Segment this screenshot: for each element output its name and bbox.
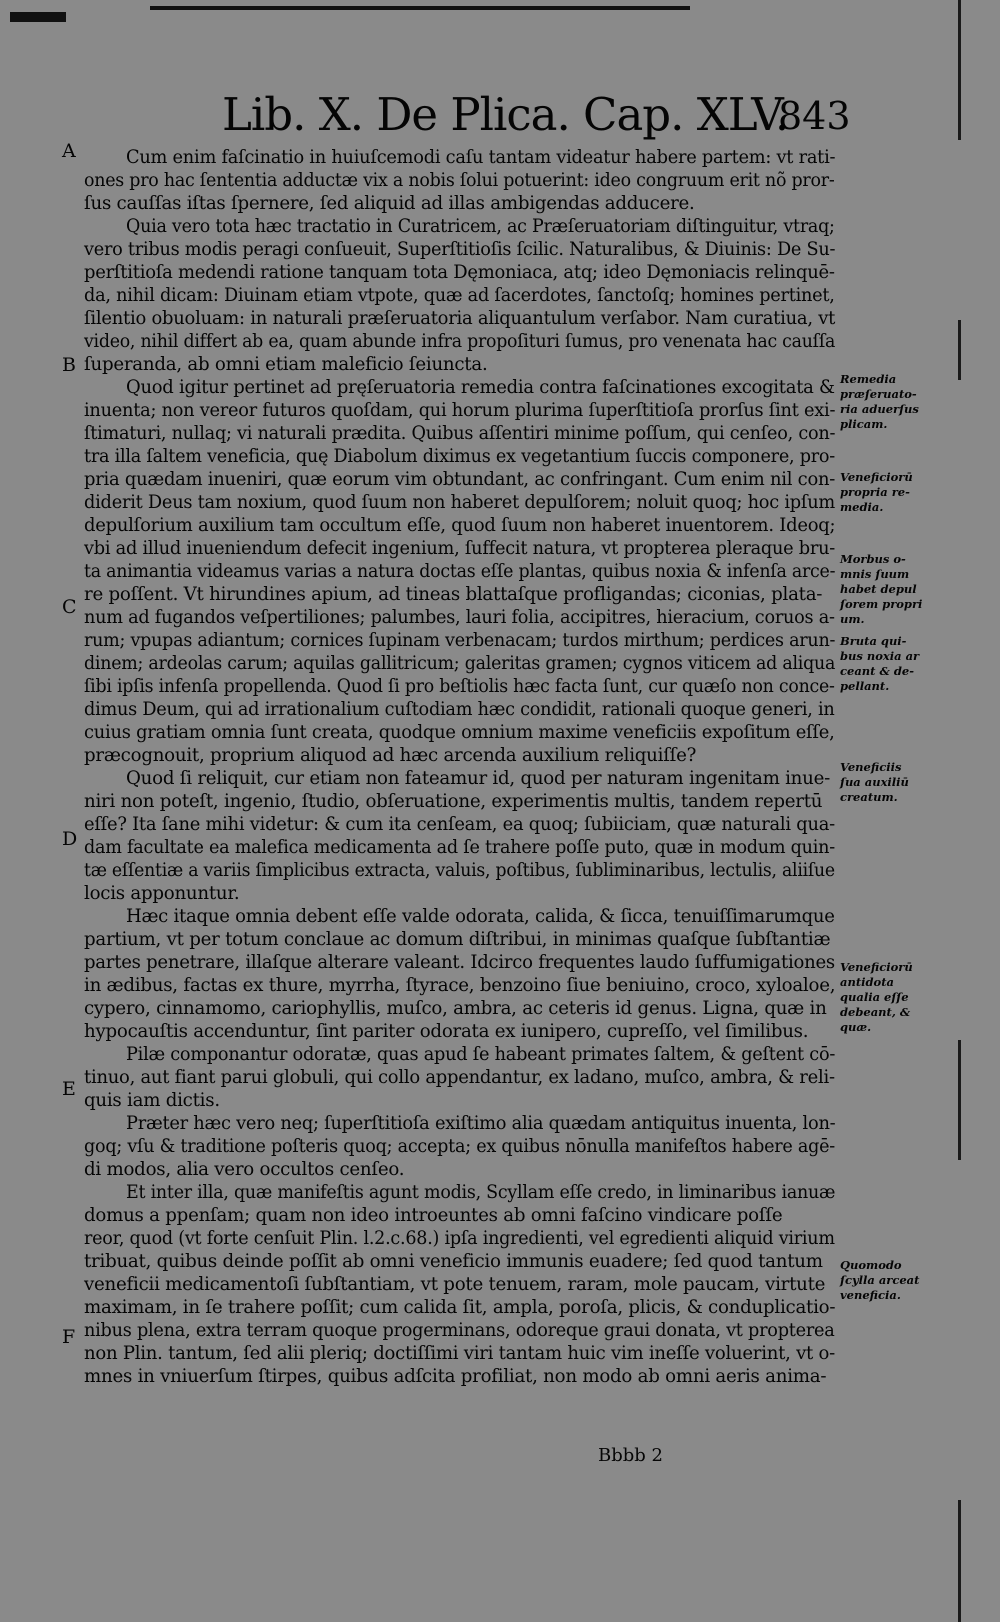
text-line: num ad fugandos veſpertiliones; palumbes, lauri folia, accipitres, hieracium, coruos a- [84,607,835,628]
text-line: maximam, in ſe trahere poſſit; cum calida ſit, ampla, poroſa, plicis, & conduplicatio- [84,1297,836,1318]
text-line: Et inter illa, quæ manifeſtis agunt modis, Scyllam eſſe credo, in liminaribus ianuæ [126,1182,836,1203]
text-line: inuenta; non vereor futuros quoſdam, qui horum plurima ſuperſtitioſa prorſus ſint exi- [84,400,836,421]
text-line: tribuat, quibus deinde poſſit ab omni veneficio immunis euadere; ſed quod tantum [84,1251,823,1272]
ink-mark [10,12,66,22]
text-line: rum; vpupas adiantum; cornices ſupinam verbenacam; turdos mirthum; perdices arun- [84,630,836,651]
text-line: goq; vſu & traditione poſteris quoq; accepta; ex quibus nōnulla manifeſtos habere agē- [84,1136,835,1157]
text-line: video, nihil differt ab ea, quam abunde infra propoſituri ſumus, pro venenata hac cauſſa [84,331,836,352]
text-line: Præter hæc vero neq; ſuperſtitioſa exiſtimo alia quædam antiquitus inuenta, lon- [126,1113,836,1134]
text-line: da, nihil dicam: Diuinam etiam vtpote, quæ ad ſacerdotes, ſanctoſq; homines pertinet, [84,285,835,306]
text-line: ta animantia videamus varias a natura doctas eſſe plantas, quibus noxia & infenſa arce- [84,561,836,582]
text-line: tinuo, aut fiant parui globuli, qui collo appendantur, ex ladano, muſco, ambra, & reli- [84,1067,835,1088]
text-line: Pilæ componantur odoratæ, quas apud ſe habeant primates ſaltem, & geſtent cō- [126,1044,836,1065]
text-line: di modos, alia vero occultos cenſeo. [84,1159,405,1180]
text-line: tra illa ſaltem veneficia, quę Diabolum diximus ex vegetantium ſuccis componere, pro- [84,446,835,467]
text-line: ſilentio obuoluam: in naturali præſeruatoria aliquantulum verſabor. Nam curatiua, vt [84,308,836,329]
text-line: ſuperanda, ab omni etiam maleficio ſeiuncta. [84,354,488,375]
text-line: Cum enim faſcinatio in huiuſcemodi caſu tantam videatur habere partem: vt rati- [126,147,836,168]
text-line: veneficii medicamentoſi ſubſtantiam, vt pote tenuem, raram, mole paucam, virtute [84,1274,826,1295]
text-line: cuius gratiam omnia ſunt creata, quodque omnium maxime veneficiis expoſitum eſſe, [84,722,835,743]
text-line: dam facultate ea malefica medicamenta ad ſe trahere poſſe puto, quæ in modum quin- [84,837,835,858]
catchword: Bbbb 2 [598,1445,663,1466]
text-line: dimus Deum, qui ad irrationalium cuſtodiam hæc condidit, rationali quoque generi, in [84,699,835,720]
text-line: tæ eſſentiæ a variis ſimplicibus extracta, valuis, poſtibus, ſubliminaribus, lectulis, aliiſue [84,860,835,881]
text-line: reor, quod (vt forte cenſuit Plin. l.2.c.68.) ipſa ingredienti, vel egredienti aliquid virium [84,1228,835,1249]
text-line: quis iam dictis. [84,1090,220,1111]
text-line: vbi ad illud inueniendum defecit ingenium, ſuffecit natura, vt propterea pleraque bru- [84,538,836,559]
margin-note: Remedia præſeruato- ria aduerſus plicam. [840,372,919,431]
margin-note: Quomodo ſcylla arceat veneficia. [840,1258,920,1302]
page-edge-mark [958,1040,961,1160]
text-line: mnes in vniuerſum ſtirpes, quibus adſcita profiliat, non modo ab omni aeris anima- [84,1366,827,1387]
text-line: depulſorium auxilium tam occultum eſſe, quod ſuum non haberet inuentorem. Ideoq; [84,515,836,536]
text-line: Quod igitur pertinet ad pręſeruatoria remedia contra faſcinationes excogitata & [126,377,835,398]
text-line: Quod ſi reliquit, cur etiam non fateamur id, quod per naturam ingenitam inue- [126,768,831,789]
text-line: Quia vero tota hæc tractatio in Curatricem, ac Præſeruatoriam diſtinguitur, vtraq; [126,216,835,237]
page-number: 843 [778,94,851,138]
top-rule [150,6,690,10]
text-line: non Plin. tantum, ſed alii pleriq; doctiſſimi viri tantam huic vim ineſſe voluerint, vt o- [84,1343,835,1364]
section-letter: C [62,596,77,618]
text-line: in ædibus, factas ex thure, myrrha, ſtyrace, benzoino ſiue beniuino, croco, xyloaloe, [84,975,836,996]
text-line: ones pro hac ſententia adductæ vix a nobis ſolui potuerint: ideo congruum erit nõ pror- [84,170,835,191]
margin-note: Morbus o- mnis ſuum habet depul ſorem propri um. [840,552,923,626]
running-header: Lib. X. De Plica. Cap. XLV. [222,88,789,141]
text-line: pria quædam inueniri, quæ eorum vim obtundant, ac confringant. Cum enim nil con- [84,469,836,490]
section-letter: B [62,354,76,376]
section-letter: D [62,828,78,850]
text-line: præcognouit, proprium aliquod ad hæc arcenda auxilium reliquiſſe? [84,745,697,766]
text-line: dinem; ardeolas carum; aquilas gallitricum; galeritas gramen; cygnos viticem ad aliqua [84,653,836,674]
text-line: vero tribus modis peragi conſueuit, Superſtitioſis ſcilic. Naturalibus, & Diuinis: De Su- [84,239,836,260]
text-line: ſus cauſſas iſtas ſpernere, ſed aliquid ad illas ambigendas adducere. [84,193,695,214]
text-line: re poſſent. Vt hirundines apium, ad tineas blattaſque profligandas; ciconias, plata- [84,584,823,605]
margin-note: Veneficiis ſua auxiliū creatum. [840,760,909,804]
text-line: diderit Deus tam noxium, quod ſuum non haberet depulſorem; noluit quoq; hoc ipſum [84,492,836,513]
text-line: Hæc itaque omnia debent eſſe valde odorata, calida, & ſicca, tenuiſſimarumque [126,906,835,927]
text-line: partium, vt per totum conclaue ac domum diſtribui, in minimas quaſque ſubſtantiæ [84,929,831,950]
text-line: locis apponuntur. [84,883,240,904]
margin-note: Bruta qui- bus noxia ar ceant & de- pellant. [840,634,920,693]
text-line: nibus plena, extra terram quoque progerminans, odoreque graui donata, vt propterea [84,1320,835,1341]
text-line: domus a ppenſam; quam non ideo introeuntes ab omni faſcino vindicare poſſe [84,1205,783,1226]
text-line: cypero, cinnamomo, cariophyllis, muſco, ambra, ac ceteris id genus. Ligna, quæ in [84,998,827,1019]
section-letter: F [62,1326,76,1348]
text-line: perſtitioſa medendi ratione tanquam tota Dęmoniaca, atq; ideo Dęmoniacis relinquē- [84,262,835,283]
text-line: ſtimaturi, nullaq; vi naturali prædita. Quibus aſſentiri minime poſſum, qui cenſeo, con- [84,423,836,444]
section-letter: A [62,140,76,162]
margin-note: Veneficiorū antidota qualia eſſe debeant, & quæ. [840,960,913,1034]
margin-note: Veneficiorū propria re- media. [840,470,913,514]
page-edge-mark [958,1500,961,1622]
text-line: eſſe? Ita ſane mihi videtur: & cum ita cenſeam, ea quoq; ſubiiciam, quæ naturali qua- [84,814,835,835]
page-edge-mark [958,0,961,140]
text-line: partes penetrare, illaſque alterare valeant. Idcirco frequentes laudo ſuffumigationes [84,952,835,973]
section-letter: E [62,1078,76,1100]
text-line: hypocauſtis accenduntur, ſint pariter odorata ex iunipero, cupreſſo, vel ſimilibus. [84,1021,809,1042]
text-line: niri non poteſt, ingenio, ſtudio, obſeruatione, experimentis multis, tandem repertū [84,791,823,812]
text-line: ſibi ipſis infenſa propellenda. Quod ſi pro beſtiolis hæc facta ſunt, cur quæſo non conce- [84,676,835,697]
page-edge-mark [958,320,961,380]
